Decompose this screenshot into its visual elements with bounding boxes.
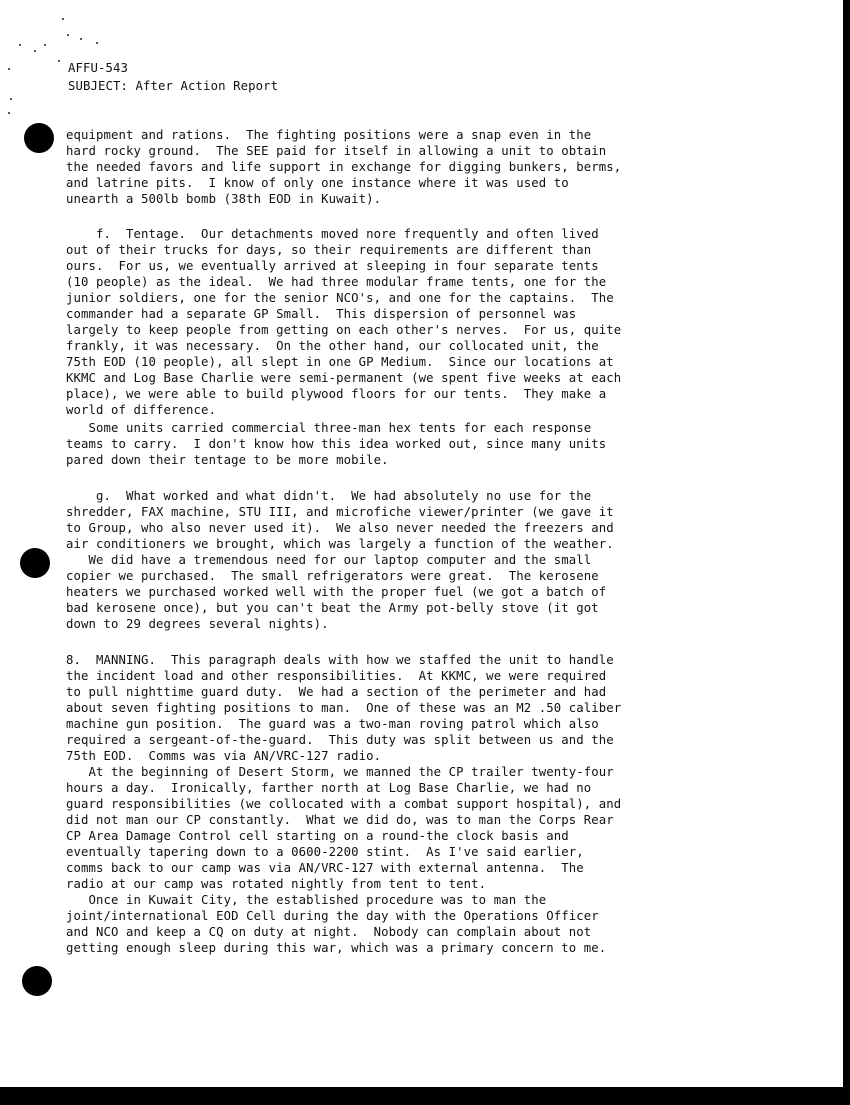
subject-line: SUBJECT: After Action Report	[68, 79, 279, 93]
body-line: required a sergeant-of-the-guard. This duty was split between us and the	[66, 733, 614, 747]
body-line: the needed favors and life support in exchange for digging bunkers, berms,	[66, 160, 622, 174]
body-line: frankly, it was necessary. On the other hand, our collocated unit, the	[66, 339, 599, 353]
body-line: Once in Kuwait City, the established procedure was to man the	[66, 893, 547, 907]
body-line: air conditioners we brought, which was largely a function of the weather.	[66, 537, 614, 551]
body-line: 8. MANNING. This paragraph deals with how we staffed the unit to handle	[66, 653, 614, 667]
scan-edge-bottom	[0, 1087, 850, 1105]
body-line: 75th EOD (10 people), all slept in one GP Medium. Since our locations at	[66, 355, 614, 369]
body-line: did not man our CP constantly. What we did do, was to man the Corps Rear	[66, 813, 614, 827]
scan-speck	[19, 44, 21, 46]
body-line: equipment and rations. The fighting positions were a snap even in the	[66, 128, 592, 142]
scan-speck	[80, 38, 82, 40]
body-line: the incident load and other responsibilities. At KKMC, we were required	[66, 669, 607, 683]
body-line: radio at our camp was rotated nightly from tent to tent.	[66, 877, 487, 891]
document-id: AFFU-543	[68, 61, 129, 75]
body-line: f. Tentage. Our detachments moved nore frequently and often lived	[66, 227, 599, 241]
scan-speck	[34, 50, 36, 52]
scan-edge-right	[843, 0, 850, 1105]
body-line: heaters we purchased worked well with the proper fuel (we got a batch of	[66, 585, 607, 599]
body-line: Some units carried commercial three-man hex tents for each response	[66, 421, 592, 435]
body-line: pared down their tentage to be more mobile.	[66, 453, 389, 467]
body-line: guard responsibilities (we collocated with a combat support hospital), and	[66, 797, 622, 811]
scan-speck	[62, 18, 64, 20]
body-line: g. What worked and what didn't. We had absolutely no use for the	[66, 489, 592, 503]
body-line: CP Area Damage Control cell starting on a round-the clock basis and	[66, 829, 569, 843]
body-line: about seven fighting positions to man. One of these was an M2 .50 caliber	[66, 701, 622, 715]
scan-speck	[96, 42, 98, 44]
body-line: getting enough sleep during this war, which was a primary concern to me.	[66, 941, 607, 955]
scan-speck	[58, 60, 60, 62]
body-line: machine gun position. The guard was a two-man roving patrol which also	[66, 717, 599, 731]
body-line: copier we purchased. The small refrigerators were great. The kerosene	[66, 569, 599, 583]
body-line: 75th EOD. Comms was via AN/VRC-127 radio.	[66, 749, 382, 763]
body-line: teams to carry. I don't know how this idea worked out, since many units	[66, 437, 607, 451]
scan-speck	[44, 44, 46, 46]
body-line: shredder, FAX machine, STU III, and microfiche viewer/printer (we gave it	[66, 505, 614, 519]
body-line: commander had a separate GP Small. This dispersion of personnel was	[66, 307, 577, 321]
body-line: eventually tapering down to a 0600-2200 stint. As I've said earlier,	[66, 845, 584, 859]
body-line: bad kerosene once), but you can't beat the Army pot-belly stove (it got	[66, 601, 599, 615]
body-line: to pull nighttime guard duty. We had a section of the perimeter and had	[66, 685, 607, 699]
body-line: (10 people) as the ideal. We had three modular frame tents, one for the	[66, 275, 607, 289]
body-line: hard rocky ground. The SEE paid for itself in allowing a unit to obtain	[66, 144, 607, 158]
scan-speck	[10, 98, 12, 100]
body-line: largely to keep people from getting on each other's nerves. For us, quite	[66, 323, 622, 337]
body-line: comms back to our camp was via AN/VRC-127 with external antenna. The	[66, 861, 584, 875]
scan-speck	[67, 34, 69, 36]
body-line: world of difference.	[66, 403, 217, 417]
body-line: We did have a tremendous need for our laptop computer and the small	[66, 553, 592, 567]
body-line: and latrine pits. I know of only one instance where it was used to	[66, 176, 569, 190]
scan-speck	[8, 68, 10, 70]
body-line: At the beginning of Desert Storm, we manned the CP trailer twenty-four	[66, 765, 614, 779]
body-line: junior soldiers, one for the senior NCO's, and one for the captains. The	[66, 291, 614, 305]
body-line: place), we were able to build plywood floors for our tents. They make a	[66, 387, 607, 401]
punch-hole-middle	[20, 548, 50, 578]
punch-hole-top	[24, 123, 54, 153]
body-line: KKMC and Log Base Charlie were semi-permanent (we spent five weeks at each	[66, 371, 622, 385]
body-line: joint/international EOD Cell during the day with the Operations Officer	[66, 909, 599, 923]
body-line: hours a day. Ironically, farther north at Log Base Charlie, we had no	[66, 781, 592, 795]
body-line: out of their trucks for days, so their requirements are different than	[66, 243, 592, 257]
punch-hole-bottom	[22, 966, 52, 996]
body-line: and NCO and keep a CQ on duty at night. Nobody can complain about not	[66, 925, 592, 939]
body-line: down to 29 degrees several nights).	[66, 617, 329, 631]
scan-speck	[8, 112, 10, 114]
body-line: ours. For us, we eventually arrived at sleeping in four separate tents	[66, 259, 599, 273]
body-line: unearth a 500lb bomb (38th EOD in Kuwait).	[66, 192, 382, 206]
body-line: to Group, who also never used it). We also never needed the freezers and	[66, 521, 614, 535]
